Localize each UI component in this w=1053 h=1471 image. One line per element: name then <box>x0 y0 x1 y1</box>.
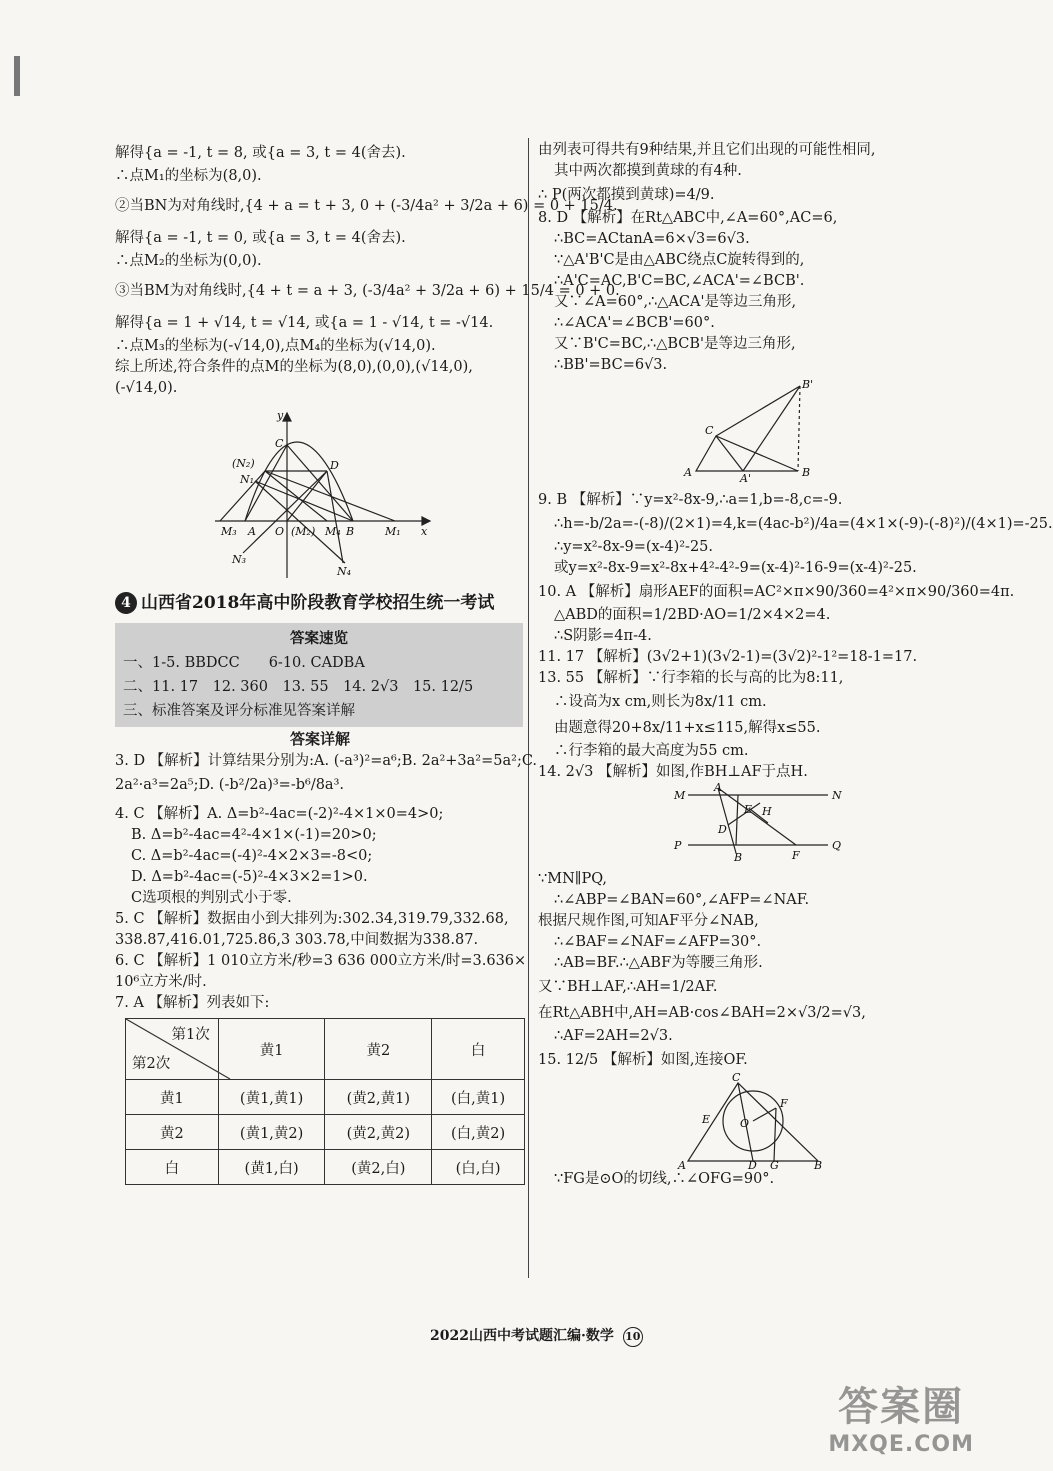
table-cell: 黄1 <box>126 1080 219 1115</box>
answer-line: 4. C 【解析】A. Δ=b²-4ac=(-2)²-4×1×0=4>0; <box>115 806 444 822</box>
quick-answer-title: 答案速览 <box>290 630 348 647</box>
figure-label: E <box>702 1113 711 1126</box>
parallel-lines-figure <box>538 783 968 863</box>
figure-label: C <box>732 1071 741 1084</box>
table-cell: (黄1,黄1) <box>218 1080 325 1115</box>
figure-label: M₃ <box>221 525 237 538</box>
figure-label: E <box>744 803 753 816</box>
figure-label: D <box>330 459 339 472</box>
answer-line: 又∵BH⊥AF,∴AH=1/2AF. <box>538 979 718 995</box>
table-cell: (白,黄2) <box>432 1115 525 1150</box>
answer-line: ∴y=x²-8x-9=(x-4)²-25. <box>554 539 714 555</box>
answer-line: ∴设高为x cm,则长为8x/11 cm. <box>554 694 767 710</box>
text-line: 又∵∠A=60°,∴△ACA'是等边三角形, <box>554 294 797 310</box>
answer-line: C. Δ=b²-4ac=(-4)²-4×2×3=-8<0; <box>131 848 373 864</box>
answer-line: 5. C 【解析】数据由小到大排列为:302.34,319.79,332.68, <box>115 911 509 927</box>
table-cell: (白,白) <box>432 1150 525 1185</box>
figure-label: N₄ <box>337 565 352 578</box>
quick-answer-line: 一、1-5. BBDCC 6-10. CADBA <box>123 655 365 671</box>
table-header: 黄1 <box>218 1019 325 1080</box>
figure-label: O <box>275 525 285 538</box>
page-number: 10 <box>623 1327 643 1347</box>
answer-line: B. Δ=b²-4ac=4²-4×1×(-1)=20>0; <box>131 827 377 843</box>
quick-answer-box <box>115 623 523 727</box>
answer-line: ∴∠ABP=∠BAN=60°,∠AFP=∠NAF. <box>554 892 810 908</box>
table-row <box>126 1080 525 1115</box>
answer-line: ∵MN∥PQ, <box>538 871 607 887</box>
corner-label-first: 第1次 <box>171 1027 210 1043</box>
answer-line: 338.87,416.01,725.86,3 303.78,中间数据为338.87. <box>115 932 479 948</box>
figure-label: A' <box>740 472 751 485</box>
parabola-curve <box>245 442 353 521</box>
figure-label: C <box>705 424 714 437</box>
text-line: ②当BN为对角线时,{4 + a = t + 3, 0 + (-3/4a² + 3/2a + 6) = 0 + 15/4. <box>115 198 618 214</box>
text-line: 8. D 【解析】在Rt△ABC中,∠A=60°,AC=6, <box>538 210 838 226</box>
answer-line: 或y=x²-8x-9=x²-8x+4²-4²-9=(x-4)²-16-9=(x-4)²-25. <box>554 560 917 576</box>
text-line: ∴ P(两次都摸到黄球)=4/9. <box>538 187 715 203</box>
answer-line: 10⁶立方米/时. <box>115 974 207 990</box>
answer-line: ∴行李箱的最大高度为55 cm. <box>554 743 749 759</box>
table-cell: (黄2,黄2) <box>325 1115 432 1150</box>
answer-line: 根据尺规作图,可知AF平分∠NAB, <box>538 913 759 929</box>
answer-line: 13. 55 【解析】∵行李箱的长与高的比为8:11, <box>538 670 844 686</box>
table-cell: (黄2,黄1) <box>325 1080 432 1115</box>
text-line: ∴BC=ACtanA=6×√3=6√3. <box>554 231 750 247</box>
answer-line: 7. A 【解析】列表如下: <box>115 995 270 1011</box>
table-header: 白 <box>432 1019 525 1080</box>
detail-title: 答案详解 <box>289 730 350 748</box>
figure-label: N <box>832 789 842 802</box>
figure-label: Q <box>832 839 842 852</box>
answer-line: 在Rt△ABH中,AH=AB·cos∠BAH=2×√3/2=√3, <box>538 1005 866 1021</box>
figure-label: H <box>762 805 772 818</box>
right-column <box>538 140 1053 1190</box>
text-line: ∴∠ACA'=∠BCB'=60°. <box>554 315 715 331</box>
figure-label: O <box>740 1117 750 1130</box>
text-line: (-√14,0). <box>115 380 178 396</box>
answer-line: △ABD的面积=1/2BD·AO=1/2×4×2=4. <box>554 607 831 623</box>
figure-label: P <box>674 839 682 852</box>
answer-line: 6. C 【解析】1 010立方米/秒=3 636 000立方米/时=3.636× <box>115 953 527 969</box>
text-line: 又∵B'C=BC,∴△BCB'是等边三角形, <box>554 336 796 352</box>
text-line: ∴点M₃的坐标为(-√14,0),点M₄的坐标为(√14,0). <box>115 338 436 354</box>
quick-answer-line: 二、11. 17 12. 360 13. 55 14. 2√3 15. 12/5 <box>123 679 474 695</box>
table-cell: 白 <box>126 1150 219 1185</box>
text-line: ∴A'C=AC,B'C=BC,∠ACA'=∠BCB'. <box>554 273 805 289</box>
text-line: ∴点M₁的坐标为(8,0). <box>115 168 262 184</box>
text-line: ∵△A'B'C是由△ABC绕点C旋转得到的, <box>554 252 805 268</box>
corner-label-second: 第2次 <box>132 1056 171 1072</box>
answer-line: 15. 12/5 【解析】如图,连接OF. <box>538 1052 748 1068</box>
figure-label: F <box>780 1097 788 1110</box>
text-line: 解得{a = -1, t = 0, 或{a = 3, t = 4(舍去). <box>115 230 406 246</box>
figure-label: C <box>275 437 284 450</box>
answer-line: 2a²·a³=2a⁵;D. (-b²/2a)³=-b⁶/8a³. <box>115 777 344 793</box>
answer-line: 3. D 【解析】计算结果分别为:A. (-a³)²=a⁶;B. 2a²+3a²=5a²;C. <box>115 753 538 769</box>
figure-label: A <box>714 781 722 794</box>
section-title: 山西省2018年高中阶段教育学校招生统一考试 <box>141 593 495 613</box>
text-line: 其中两次都摸到黄球的有4种. <box>554 163 742 179</box>
figure-label: B' <box>802 378 814 391</box>
figure-label: G <box>770 1159 779 1172</box>
figure-label: B <box>346 525 355 538</box>
answer-line: ∴h=-b/2a=-(-8)/(2×1)=4,k=(4ac-b²)/4a=(4×1×(-9)-(-8)²)/(4×1)=-25. <box>554 516 1053 532</box>
text-line: 解得{a = 1 + √14, t = √14, 或{a = 1 - √14, t = -√14. <box>115 315 494 331</box>
answer-line: ∴AF=2AH=2√3. <box>554 1028 673 1044</box>
watermark-logo-url: MXQE.COM <box>828 1432 974 1457</box>
table-cell: 黄2 <box>126 1115 219 1150</box>
figure-label: (N₂) <box>232 457 255 470</box>
rotation-figure <box>538 376 968 484</box>
text-line: ∴点M₂的坐标为(0,0). <box>115 253 262 269</box>
text-line: ③当BM为对角线时,{4 + t = a + 3, (-3/4a² + 3/2a + 6) + 15/4 = 0 + 0. <box>115 283 620 299</box>
watermark-logo-text: 答案圈 <box>838 1384 965 1430</box>
table-header: 黄2 <box>325 1019 432 1080</box>
text-line: 解得{a = -1, t = 8, 或{a = 3, t = 4(舍去). <box>115 145 406 161</box>
text-line: ∴BB'=BC=6√3. <box>554 357 668 373</box>
table-cell: (黄1,白) <box>218 1150 325 1185</box>
scan-mark <box>14 56 20 96</box>
answer-line: 10. A 【解析】扇形AEF的面积=AC²×π×90/360=4²×π×90/360=4π. <box>538 584 1015 600</box>
text-line: 综上所述,符合条件的点M的坐标为(8,0),(0,0),(√14,0), <box>115 359 473 375</box>
parabola-figure <box>115 403 525 583</box>
figure-label: D <box>718 823 727 836</box>
table-cell: (黄2,白) <box>325 1150 432 1185</box>
figure-label: x <box>421 525 428 538</box>
figure-label: A <box>248 525 256 538</box>
figure-label: F <box>792 849 800 862</box>
table-cell: (黄1,黄2) <box>218 1115 325 1150</box>
footer-title: 2022山西中考试题汇编·数学 <box>430 1328 614 1344</box>
section-header <box>115 589 525 617</box>
quick-answer-line: 三、标准答案及评分标准见答案详解 <box>123 703 355 719</box>
text-line: 由列表可得共有9种结果,并且它们出现的可能性相同, <box>538 142 876 158</box>
figure-label: N₁ <box>240 473 255 486</box>
figure-label: M₄ <box>325 525 341 538</box>
figure-label: B <box>802 466 811 479</box>
figure-label: M₁ <box>385 525 401 538</box>
figure-label: B <box>814 1159 823 1172</box>
figure-label: A <box>684 466 692 479</box>
figure-label: N₃ <box>232 553 247 566</box>
answer-line: D. Δ=b²-4ac=(-5)²-4×3×2=1>0. <box>131 869 368 885</box>
figure-label: D <box>748 1159 757 1172</box>
table-corner-cell <box>126 1019 219 1080</box>
answer-line: C选项根的判别式小于零. <box>131 890 292 906</box>
answer-line: 9. B 【解析】∵y=x²-8x-9,∴a=1,b=-8,c=-9. <box>538 492 843 508</box>
answer-line: ∴S阴影=4π-4. <box>554 628 652 644</box>
answer-line: 14. 2√3 【解析】如图,作BH⊥AF于点H. <box>538 764 808 780</box>
figure-label: (M₂) <box>291 525 316 538</box>
page-footer <box>430 1325 643 1347</box>
figure-label: B <box>734 851 743 864</box>
watermark-logo <box>828 1375 974 1457</box>
answer-line: 由题意得20+8x/11+x≤115,解得x≤55. <box>554 720 821 736</box>
answer-line: 11. 17 【解析】(3√2+1)(3√2-1)=(3√2)²-1²=18-1=17. <box>538 649 918 665</box>
circle-figure <box>538 1071 968 1172</box>
table-row <box>126 1115 525 1150</box>
answer-line: ∵FG是⊙O的切线,∴∠OFG=90°. <box>554 1171 775 1187</box>
section-number: 4 <box>115 592 137 614</box>
figure-label: y <box>277 409 284 422</box>
table-cell: (白,黄1) <box>432 1080 525 1115</box>
figure-label: A <box>678 1159 686 1172</box>
table-row <box>126 1150 525 1185</box>
answer-line: ∴AB=BF.∴△ABF为等腰三角形. <box>554 955 763 971</box>
probability-table <box>125 1018 525 1185</box>
figure-label: M <box>674 789 686 802</box>
column-divider <box>528 138 529 1278</box>
answer-line: ∴∠BAF=∠NAF=∠AFP=30°. <box>554 934 762 950</box>
